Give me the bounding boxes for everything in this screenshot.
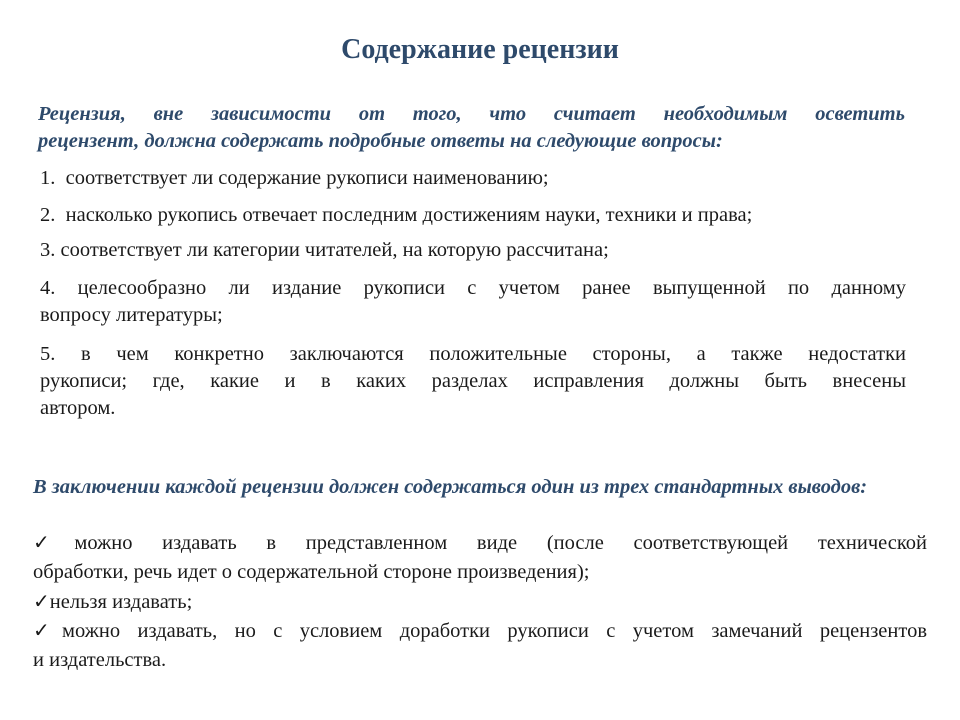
conclusion-option-2: [33, 588, 927, 617]
item-text: соответствует ли категории читателей, на которую рассчитана;: [60, 239, 609, 261]
page-title: Содержание рецензии: [341, 34, 619, 65]
intro-line-1: Рецензия, вне зависимости от того, что считает необходимым осветить: [38, 103, 905, 125]
list-item-5: [40, 341, 906, 422]
item-text-line-3: автором.: [40, 397, 116, 419]
item-number: 2.: [40, 204, 56, 226]
item-number: 3.: [40, 239, 56, 261]
item-text-line-2: вопросу литературы;: [40, 304, 223, 326]
option-line-1: нельзя издавать;: [49, 591, 193, 613]
item-number: 5.: [40, 343, 56, 365]
item-text-line-1: в чем конкретно заключаются положительные стороны, а также недостатки: [81, 343, 906, 365]
option-line-2: и издательства.: [33, 649, 167, 671]
conclusion-option-1: [33, 529, 927, 587]
conclusion-heading: В заключении каждой рецензии должен содержаться один из трех стандартных выводов:: [33, 476, 868, 498]
checkmark-icon: ✓: [33, 591, 50, 613]
list-item-4: [40, 275, 906, 329]
list-item-2: [40, 202, 906, 229]
intro-line-2: рецензент, должна содержать подробные ответы на следующие вопросы:: [38, 130, 723, 152]
checkmark-icon: ✓: [33, 532, 75, 554]
item-number: 4.: [40, 277, 56, 299]
option-line-2: обработки, речь идет о содержательной стороне произведения);: [33, 561, 590, 583]
item-text-line-2: рукописи; где, какие и в каких разделах исправления должны быть внесены: [40, 370, 906, 392]
list-item-1: [40, 165, 906, 192]
item-text: насколько рукопись отвечает последним достижениям науки, техники и права;: [65, 204, 753, 226]
intro-paragraph: [38, 101, 905, 155]
list-item-3: [40, 237, 906, 264]
item-number: 1.: [40, 167, 56, 189]
option-line-1: можно издавать в представленном виде (после соответствующей технической: [74, 532, 927, 554]
checkmark-icon: ✓: [33, 620, 63, 642]
item-text-line-1: целесообразно ли издание рукописи с учетом ранее выпущенной по данному: [77, 277, 907, 299]
conclusion-option-3: [33, 617, 927, 675]
option-line-1: можно издавать, но с условием доработки рукописи с учетом замечаний рецензентов: [62, 620, 927, 642]
item-text: соответствует ли содержание рукописи наименованию;: [65, 167, 549, 189]
